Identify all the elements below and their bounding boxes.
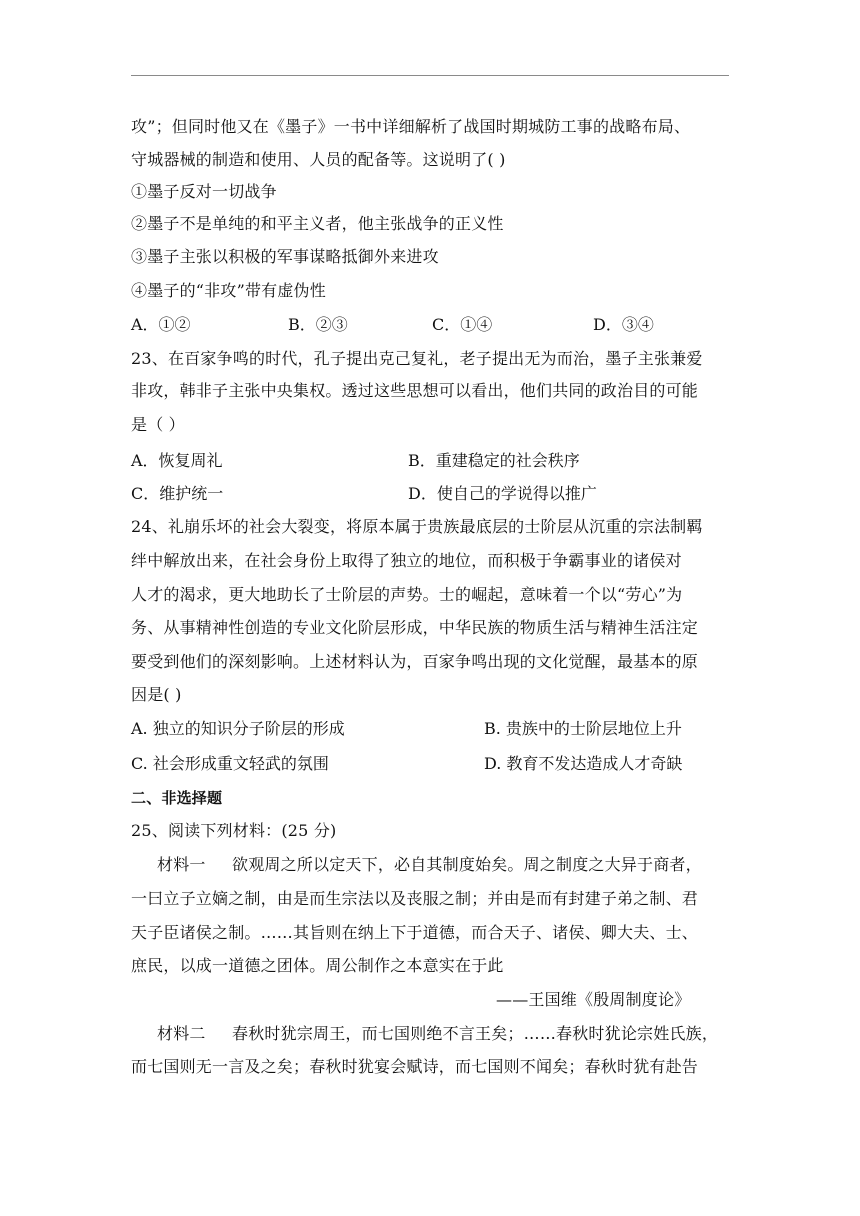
q22-option-a: A．①② [131,315,191,334]
q23-line-2: 非攻，韩非子主张中央集权。透过这些思想可以看出，他们共同的政治目的可能 [131,381,699,400]
q22-item-4: ④墨子的“非攻”带有虚伪性 [131,281,326,300]
q22-item-3: ③墨子主张以积极的军事谋略抵御外来进攻 [131,247,439,266]
q24-line-2: 绊中解放出来，在社会身份上取得了独立的地位，而积极于争霸事业的诸侯对 [131,551,682,570]
q23-option-b: B．重建稳定的社会秩序 [408,451,580,470]
q24-option-d: D. 教育不发达造成人才奇缺 [484,754,683,773]
q22-item-1: ①墨子反对一切战争 [131,182,277,201]
header-rule [131,75,729,76]
q24-line-1: 24、礼崩乐坏的社会大裂变，将原本属于贵族最底层的士阶层从沉重的宗法制羁 [131,517,703,536]
q24-option-b: B. 贵族中的士阶层地位上升 [484,719,682,738]
q24-option-a: A. 独立的知识分子阶层的形成 [131,719,345,738]
q23-line-1: 23、在百家争鸣的时代，孔子提出克己复礼，老子提出无为而治，墨子主张兼爱 [131,349,703,368]
material-1-line-2: 一曰立子立嫡之制，由是而生宗法以及丧服之制；并由是而有封建子弟之制、君 [131,889,699,908]
material-1-line-1: 材料一 欲观周之所以定天下，必自其制度始矣。周之制度之大异于商者， [157,855,702,874]
q22-item-2: ②墨子不是单纯的和平主义者，他主张战争的正义性 [131,214,504,233]
q23-option-a: A．恢复周礼 [131,451,223,470]
q24-line-4: 务、从事精神性创造的专业文化阶层形成，中华民族的物质生活与精神生活注定 [131,618,699,637]
q24-line-5: 要受到他们的深刻影响。上述材料认为，百家争鸣出现的文化觉醒，最基本的原 [131,652,699,671]
q22-option-b: B．②③ [288,315,348,334]
section-heading: 二、非选择题 [131,789,223,807]
q25-prompt: 25、阅读下列材料：(25 分) [131,821,337,840]
q23-line-3: 是（ ） [131,415,185,434]
material-2-line-2: 而七国则无一言及之矣；春秋时犹宴会赋诗，而七国则不闻矣；春秋时犹有赴告 [131,1057,699,1076]
q23-option-d: D．使自己的学说得以推广 [408,484,597,503]
q24-option-c: C. 社会形成重文轻武的氛围 [131,754,329,773]
q22-option-d: D．③④ [593,315,654,334]
q24-line-6: 因是( ) [131,685,182,704]
material-2-line-1: 材料二 春秋时犹宗周王，而七国则绝不言王矣；……春秋时犹论宗姓氏族， [157,1024,719,1043]
material-1-source: ——王国维《殷周制度论》 [496,990,691,1009]
material-1-line-4: 庶民，以成一道德之团体。周公制作之本意实在于此 [131,956,504,975]
material-1-line-3: 天子臣诸侯之制。……其旨则在纳上下于道德，而合天子、诸侯、卿大夫、士、 [131,923,699,942]
q24-line-3: 人才的渴求，更大地助长了士阶层的声势。士的崛起，意味着一个以“劳心”为 [131,585,683,604]
q22-line-1: 攻”；但同时他又在《墨子》一书中详细解析了战国时期城防工事的战略布局、 [131,117,691,136]
q22-line-2: 守城器械的制造和使用、人员的配备等。这说明了( ) [131,150,506,169]
q22-option-c: C．①④ [432,315,493,334]
q23-option-c: C．维护统一 [131,484,224,503]
